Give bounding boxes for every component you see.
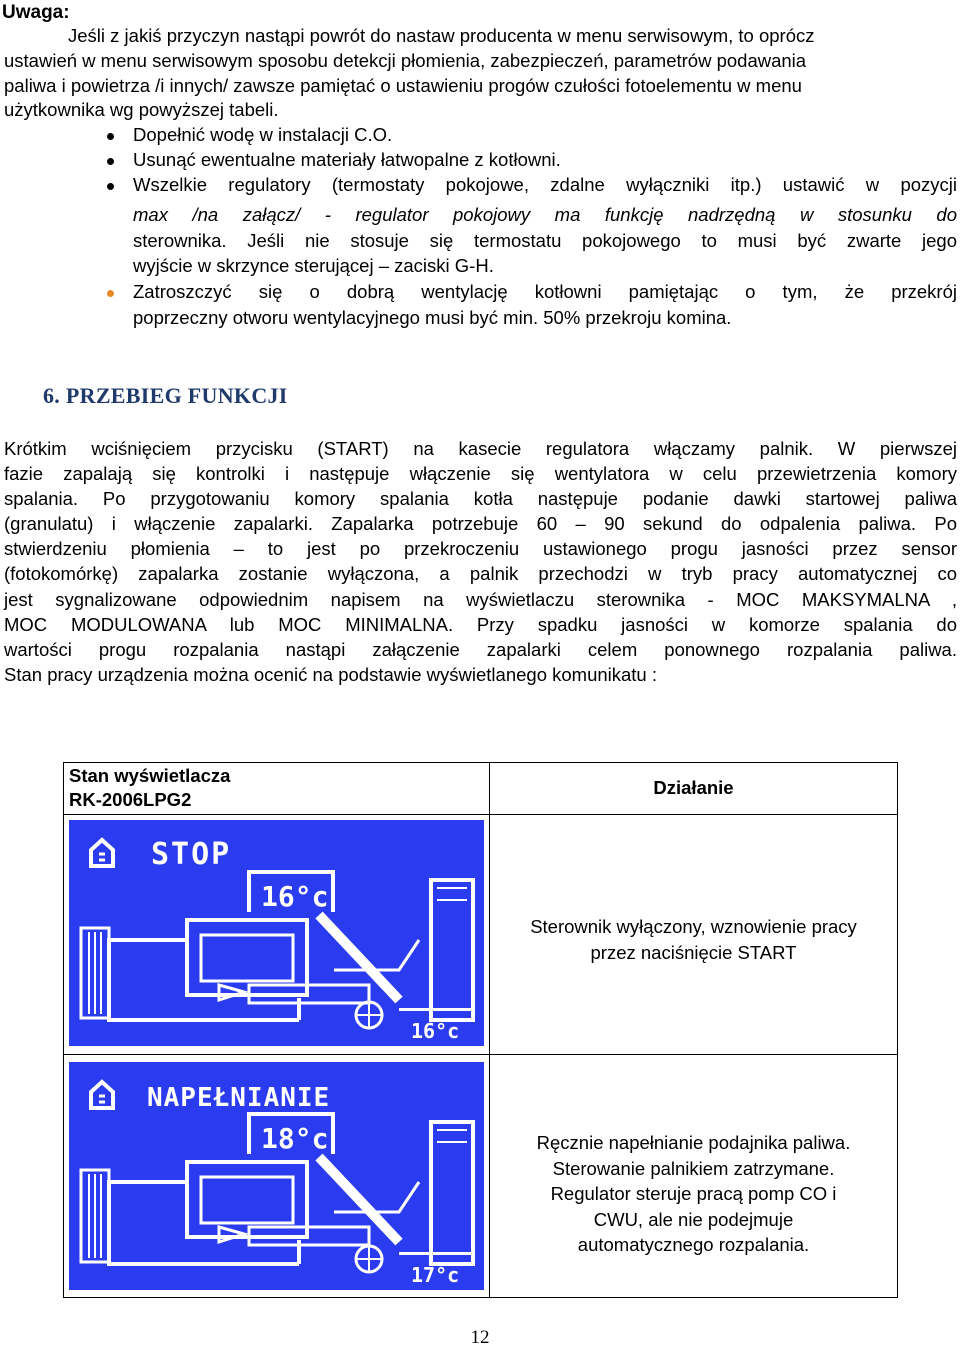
bullet-item-line: wyjście w skrzynce sterującej – zaciski G-H. bbox=[133, 255, 494, 276]
section-paragraph-line: (granulatu) i włączenie zapalarki. Zapalarka potrzebuje 60 – 90 sekund do odpalenia paliwa. Po bbox=[4, 513, 957, 534]
table-border bbox=[63, 762, 64, 1298]
description-line: Sterownik wyłączony, wznowienie pracy bbox=[530, 916, 857, 937]
lcd-boiler-temp: 16°c bbox=[261, 880, 329, 913]
bullet-item-line: poprzeczny otworu wentylacyjnego musi być min. 50% przekroju komina. bbox=[133, 307, 732, 328]
description-line: automatycznego rozpalania. bbox=[577, 1234, 810, 1255]
section-paragraph-line: jest sygnalizowane odpowiednim napisem na wyświetlaczu sterownika - MOC MAKSYMALNA , bbox=[4, 589, 957, 610]
table-border bbox=[63, 1297, 898, 1298]
table-header-display-state bbox=[69, 764, 230, 812]
bullet-item-line: max /na załącz/ - regulator pokojowy ma funkcję nadrzędną w stosunku do bbox=[133, 204, 957, 225]
description-line: CWU, ale nie podejmuje bbox=[593, 1208, 794, 1230]
section-paragraph-line: Stan pracy urządzenia można ocenić na podstawie wyświetlanego komunikatu : bbox=[4, 664, 658, 685]
page-number: 12 bbox=[470, 1327, 490, 1348]
table-border bbox=[897, 762, 898, 1298]
lcd-display-filling bbox=[69, 1062, 484, 1290]
bullet-dot-icon bbox=[107, 183, 114, 190]
bullet-item-line: Zatroszczyć się o dobrą wentylację kotłowni pamiętając o tym, że przekrój bbox=[133, 281, 957, 302]
section-paragraph-line: stwierdzeniu płomienia – to jest po przekroczeniu ustawionego progu jasności przez sensor bbox=[4, 538, 957, 559]
table-border bbox=[63, 1054, 898, 1055]
section-paragraph-line: spalania. Po przygotowaniu komory spalania kotła następuje podanie dawki startowej paliwa bbox=[4, 488, 957, 509]
fuel-tank-icon bbox=[431, 1122, 473, 1264]
lcd-screen bbox=[69, 1062, 484, 1290]
uwaga-heading: Uwaga: bbox=[2, 2, 70, 23]
bullet-item-line: sterownika. Jeśli nie stosuje się termostatu pokojowego to musi być zwarte jego bbox=[133, 230, 957, 251]
description-line: Sterowanie palnikiem zatrzymane. bbox=[552, 1157, 835, 1179]
row-description bbox=[490, 914, 897, 965]
table-border bbox=[63, 814, 898, 815]
description-line: przez naciśnięcie START bbox=[590, 941, 797, 963]
table-border bbox=[63, 762, 898, 763]
section-title: 6. PRZEBIEG FUNKCJI bbox=[43, 383, 288, 408]
table-header-action: Działanie bbox=[653, 777, 734, 798]
bullet-item: Usunąć ewentualne materiały łatwopalne z kotłowni. bbox=[133, 149, 561, 170]
lcd-screen bbox=[69, 820, 484, 1046]
description-line: Ręcznie napełnianie podajnika paliwa. bbox=[536, 1132, 851, 1153]
bullet-item: Dopełnić wodę w instalacji C.O. bbox=[133, 124, 393, 145]
lcd-boiler-temp: 18°c bbox=[261, 1122, 329, 1155]
bullet-dot-icon bbox=[107, 290, 114, 297]
lcd-status-text: NAPEŁNIANIE bbox=[147, 1083, 331, 1113]
lcd-feeder-temp: 17°c bbox=[411, 1263, 460, 1287]
lcd-feeder-temp: 16°c bbox=[411, 1019, 460, 1043]
bullet-dot-icon bbox=[107, 158, 114, 165]
section-paragraph-line: (fotokomórkę) zapalarka zostanie wyłączona, a palnik przechodzi w tryb pracy automatycznej co bbox=[4, 563, 957, 584]
section-paragraph-line: fazie zapalają się kontrolki i następuje włączenie się wentylatora w celu przewietrzenia komory bbox=[4, 463, 957, 484]
row-description bbox=[490, 1130, 897, 1258]
uwaga-line: użytkownika wg powyższej tabeli. bbox=[4, 99, 279, 120]
uwaga-line: Jeśli z jakiś przyczyn nastąpi powrót do nastaw producenta w menu serwisowym, to oprócz bbox=[68, 25, 815, 46]
bullet-dot-icon bbox=[107, 133, 114, 140]
section-paragraph-line: Krótkim wciśnięciem przycisku (START) na kasecie regulatora włączamy palnik. W pierwszej bbox=[4, 438, 957, 459]
bullet-item-line: Wszelkie regulatory (termostaty pokojowe, zdalne wyłączniki itp.) ustawić w pozycji bbox=[133, 174, 957, 195]
section-paragraph-line: wartości progu rozpalania nastąpi załączenie zapalarki celem ponownego rozpalania paliwa. bbox=[4, 639, 957, 660]
uwaga-line: paliwa i powietrza /i innych/ zawsze pamiętać o ustawieniu progów czułości fotoelementu w menu bbox=[4, 75, 802, 96]
section-paragraph-line: MOC MODULOWANA lub MOC MINIMALNA. Przy spadku jasności w komorze spalania do bbox=[4, 614, 957, 635]
uwaga-line: ustawień w menu serwisowym sposobu detekcji płomienia, zabezpieczeń, parametrów podawania bbox=[4, 50, 807, 71]
lcd-status-text: STOP bbox=[151, 837, 232, 872]
lcd-display-stop bbox=[69, 820, 484, 1046]
description-line: Regulator steruje pracą pomp CO i bbox=[550, 1183, 837, 1204]
table-header-line: RK-2006LPG2 bbox=[69, 789, 192, 810]
table-header-line: Stan wyświetlacza bbox=[69, 765, 231, 786]
